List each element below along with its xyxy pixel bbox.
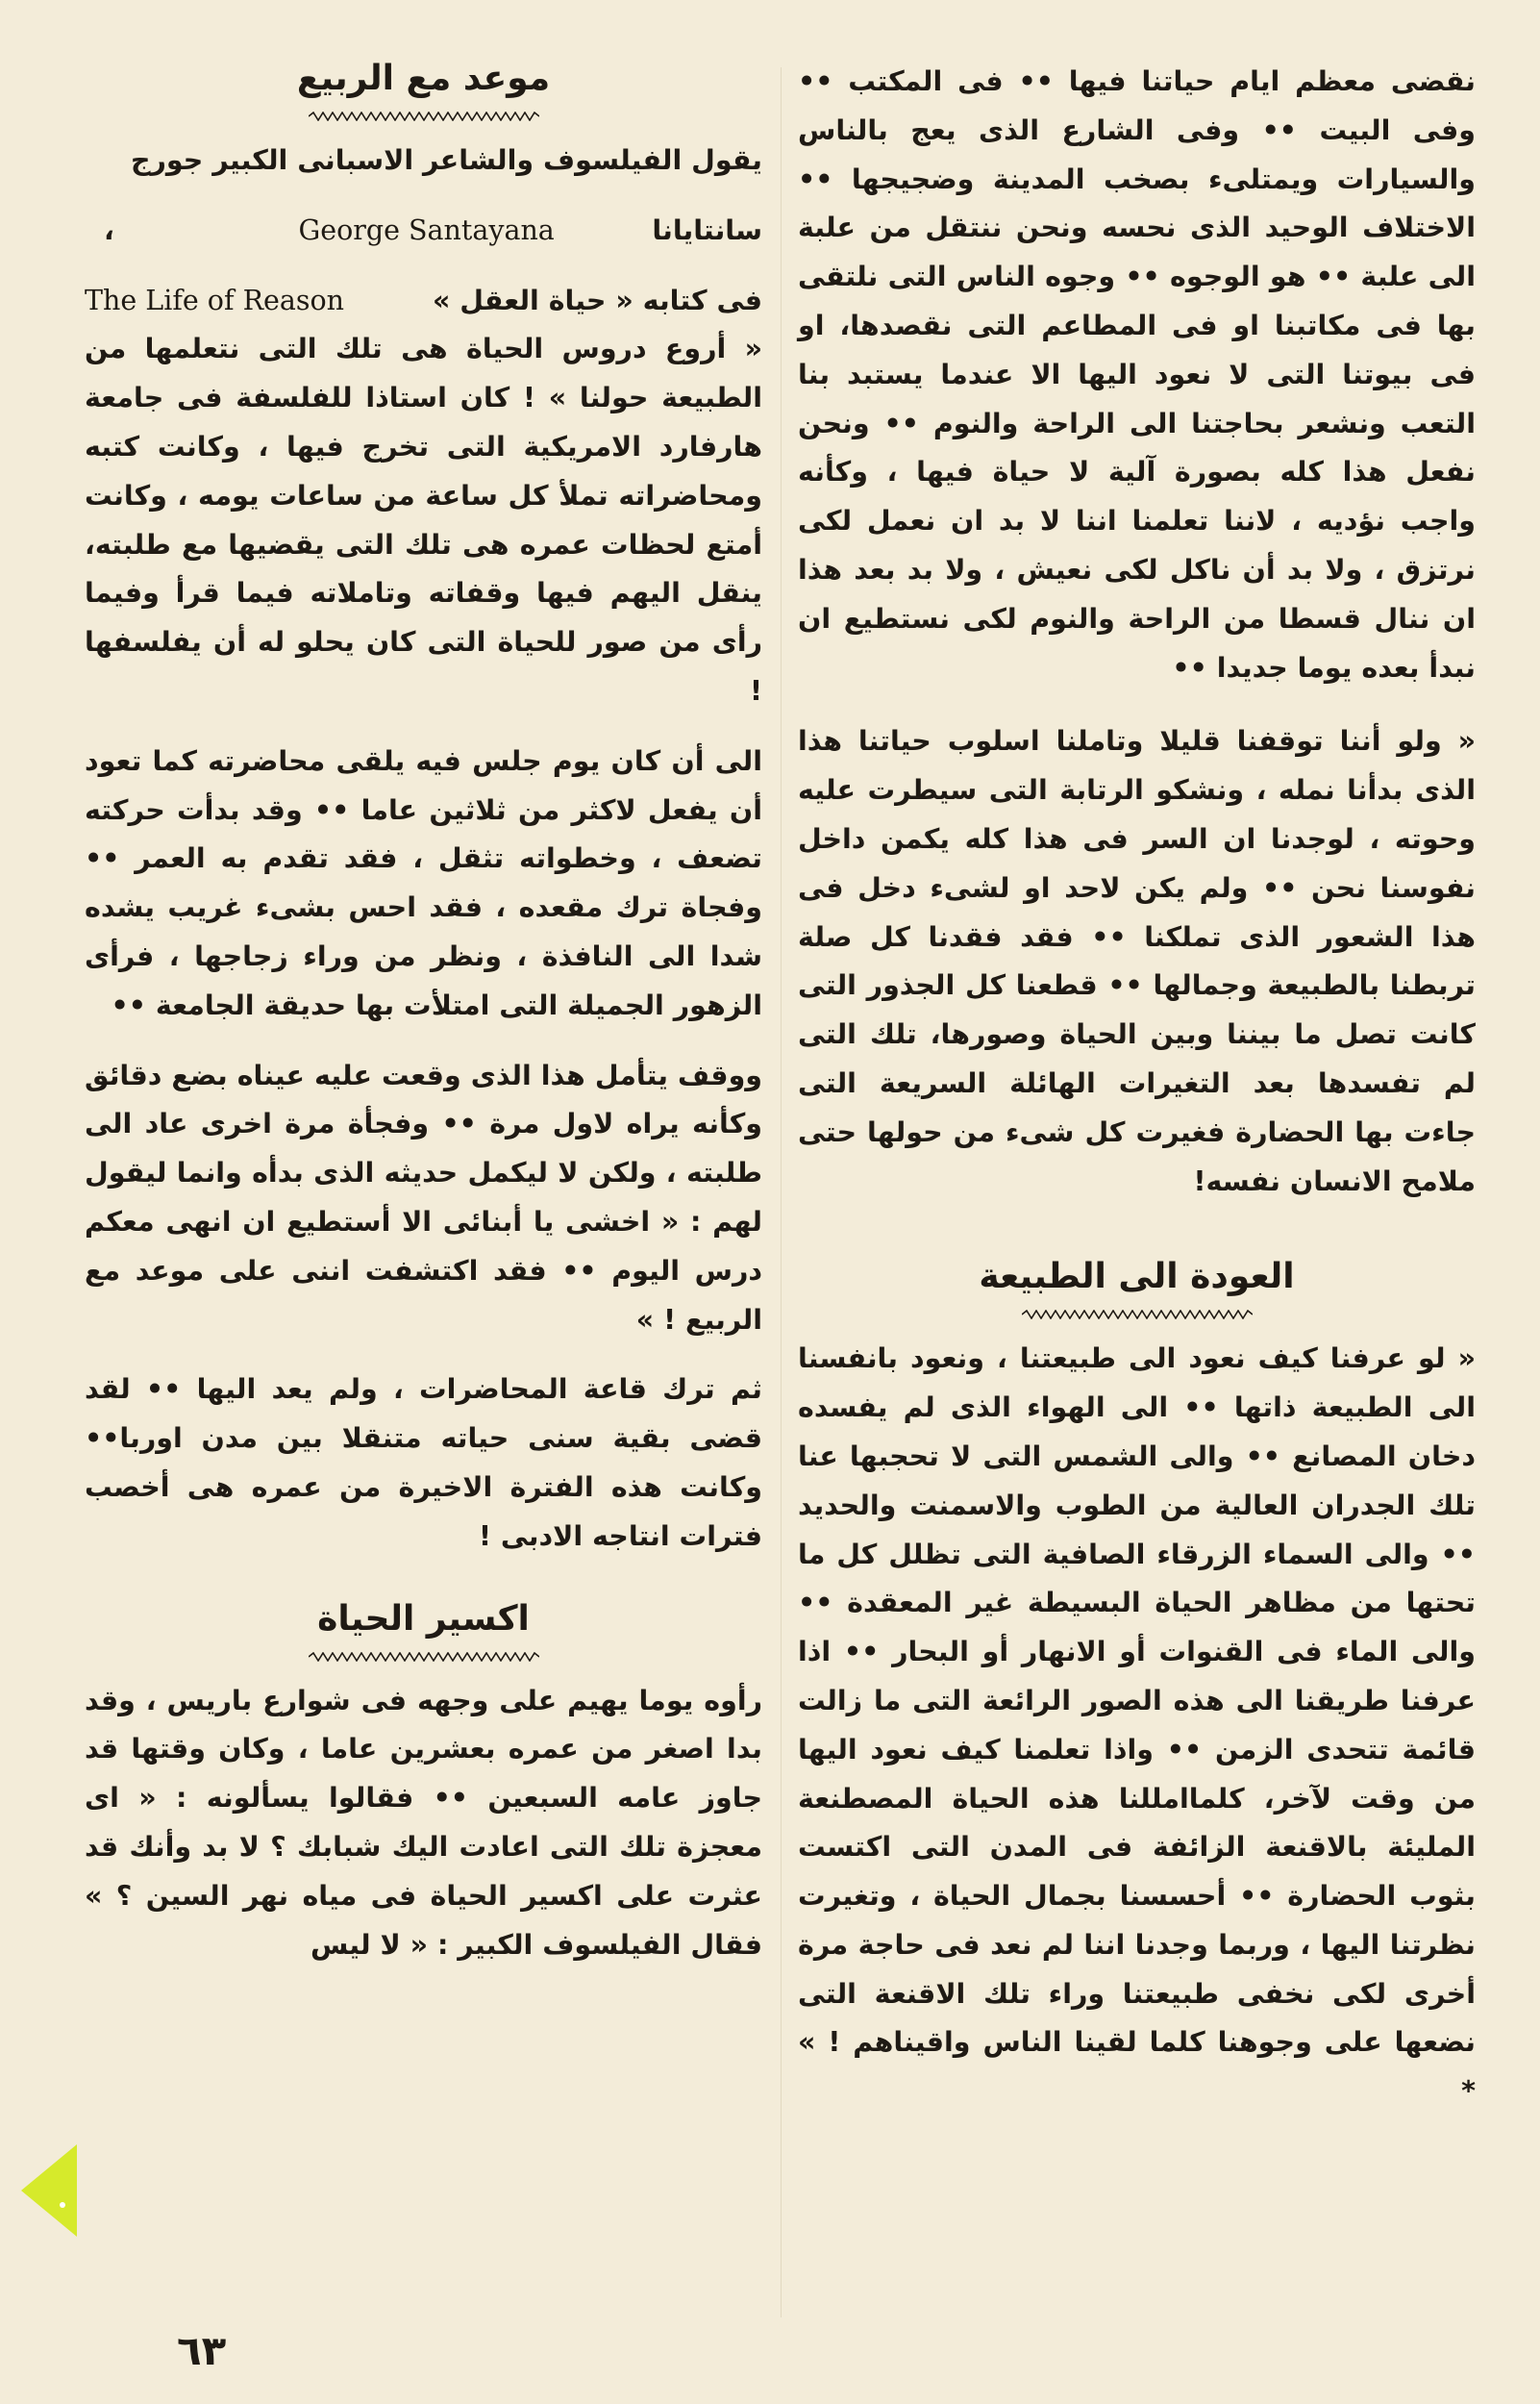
section-heading-block	[85, 50, 762, 121]
intro-line: يقول الفيلسوف والشاعر الاسبانى الكبير جورج	[130, 144, 762, 176]
zigzag-underline-icon	[309, 112, 539, 121]
author-name-arabic: سانتايانا	[652, 213, 762, 246]
paragraph: الى أن كان يوم جلس فيه يلقى محاضرته كما تعود أن يفعل لاكثر من ثلاثين عاما •• وقد بدأت حركته تضعف ، وخطواته تثقل ، فقد تقدم به العمر •• وفجاة ترك مقعده ، فقد احس بشىء غريب يشده شدا الى النافذة ، ونظر من وراء زجاجها ، فرأى الزهور الجميلة التى امتلأت بها حديقة الجامعة ••	[85, 744, 762, 1021]
section-heading: العودة الى الطبيعة	[979, 1257, 1295, 1297]
section-heading: موعد مع الربيع	[296, 59, 551, 98]
section-heading-block	[798, 1248, 1476, 1319]
book-title-arabic: فى كتابه « حياة العقل »	[432, 284, 762, 316]
column-divider	[781, 67, 782, 2317]
paragraph: ثم ترك قاعة المحاضرات ، ولم يعد اليها •• لقد قضى بقية سنى حياته متنقلا بين مدن اوربا•• وكانت هذه الفترة الاخيرة من عمره هى أخصب فترات انتاجه الادبى !	[85, 1373, 762, 1552]
paragraph: « لو عرفنا كيف نعود الى طبيعتنا ، ونعود بانفسنا الى الطبيعة ذاتها •• الى الهواء الذى لم يفسده دخان المصانع •• والى الشمس التى لا تحجبها عنا تلك الجدران العالية من الطوب والاسمنت والحديد •• والى السماء الزرقاء الصافية التى تظلل كل ما تحتها من مظاهر الحياة البسيطة غير المعقدة •• والى الماء فى القنوات أو الانهار أو البحار •• اذا عرفنا طريقنا الى هذه الصور الرائعة التى ما زالت قائمة تتحدى الزمن •• واذا تعلمنا كيف نعود اليها من وقت لآخر، كلماامللنا هذه الحياة المصطنعة المليئة بالاقنعة الزائفة فى المدن التى اكتست بثوب الحضارة •• أحسسنا بجمال الحياة ، وتغيرت نظرتنا اليها ، وربما وجدنا اننا لم نعد فى حاجة مرة أخرى لكى نخفى طبيعتنا وراء تلك الاقنعة التى نضعها على وجوهنا كلما لقينا الناس واقيناهم ! » *	[798, 1342, 1476, 2108]
paragraph: نقضى معظم ايام حياتنا فيها •• فى المكتب •• وفى البيت •• وفى الشارع الذى يعج بالناس والسيارات ويمتلىء بصخب المدينة وضجيجها •• الاختلاف الوحيد الذى نحسه ونحن ننتقل من علبة الى علبة •• هو الوجوه •• وجوه الناس التى نلتقى بها فى مكاتبنا او فى المطاعم التى نقصدها، او فى بيوتنا التى لا نعود اليها الا عندما يستبد بنا التعب ونشعر بحاجتنا الى الراحة والنوم •• ونحن نفعل هذا كله بصورة آلية لا حياة فيها ، وكأنه واجب نؤديه ، لاننا تعلمنا اننا لا بد ان نعمل لكى نرتزق ، ولا بد أن ناكل لكى نعيش ، ولا بد بعد هذا ان ننال قسطا من الراحة والنوم لكى نستطيع ان نبدأ بعده يوما جديدا ••	[798, 65, 1476, 684]
section-heading-block	[85, 1590, 762, 1662]
book-title-english: The Life of Reason	[85, 284, 345, 316]
right-column	[798, 58, 1476, 2116]
left-column	[85, 58, 762, 1969]
comma: ،	[104, 213, 114, 246]
zigzag-underline-icon	[1022, 1310, 1253, 1319]
page-marker-triangle-icon	[21, 2144, 77, 2237]
paragraph: ووقف يتأمل هذا الذى وقعت عليه عيناه بضع دقائق وكأنه يراه لاول مرة •• وفجأة مرة اخرى عاد الى طلبته ، ولكن لا ليكمل حديثه الذى بدأه وانما ليقول لهم : « اخشى يا أبنائى الا أستطيع ان انهى معكم درس اليوم •• فقد اكتشفت اننى على موعد مع الربيع ! »	[85, 1059, 762, 1336]
section-heading: اكسير الحياة	[317, 1598, 530, 1639]
intro-line	[85, 207, 762, 256]
marker-dot-icon	[60, 2202, 65, 2208]
zigzag-underline-icon	[309, 1652, 539, 1662]
paragraph: رأوه يوما يهيم على وجهه فى شوارع باريس ، وقد بدا اصغر من عمره بعشرين عاما ، وكان وقتها قد جاوز عامه السبعين •• فقالوا يسألونه : « اى معجزة تلك التى اعادت اليك شبابك ؟ لا بد وأنك قد عثرت على اكسير الحياة فى مياه نهر السين ؟ » فقال الفيلسوف الكبير : « لا ليس	[85, 1684, 762, 1961]
paragraph: « أروع دروس الحياة هى تلك التى نتعلمها من الطبيعة حولنا » ! كان استاذا للفلسفة فى جامعة هارفارد الامريكية التى تخرج فيها ، وكانت كتبه ومحاضراته تملأ كل ساعة من ساعات يومه ، وكانت أمتع لحظات عمره هى تلك التى يقضيها مع طلبته، ينقل اليهم فيها وقفاته وتاملاته فيما قرأ وفيما رأى من صور للحياة التى كان يحلو له أن يفلسفها !	[85, 333, 762, 707]
author-name-english: George Santayana	[298, 213, 555, 246]
paragraph: « ولو أننا توقفنا قليلا وتاملنا اسلوب حياتنا هذا الذى بدأنا نمله ، ونشكو الرتابة التى سيطرت عليه وحوته ، لوجدنا ان السر فى هذا كله يكمن داخل نفوسنا نحن •• ولم يكن لاحد او لشىء دخل فى هذا الشعور الذى تملكنا •• فقد فقدنا كل صلة تربطنا بالطبيعة وجمالها •• قطعنا كل الجذور التى كانت تصل ما بيننا وبين الحياة وصورها، تلك التى لم تفسدها بعد التغيرات الهائلة السريعة التى جاءت بها الحضارة فغيرت كل شىء من حولها حتى ملامح الانسان نفسه!	[798, 725, 1476, 1197]
page-number: ٦٣	[177, 2327, 227, 2374]
intro-line	[85, 277, 762, 326]
